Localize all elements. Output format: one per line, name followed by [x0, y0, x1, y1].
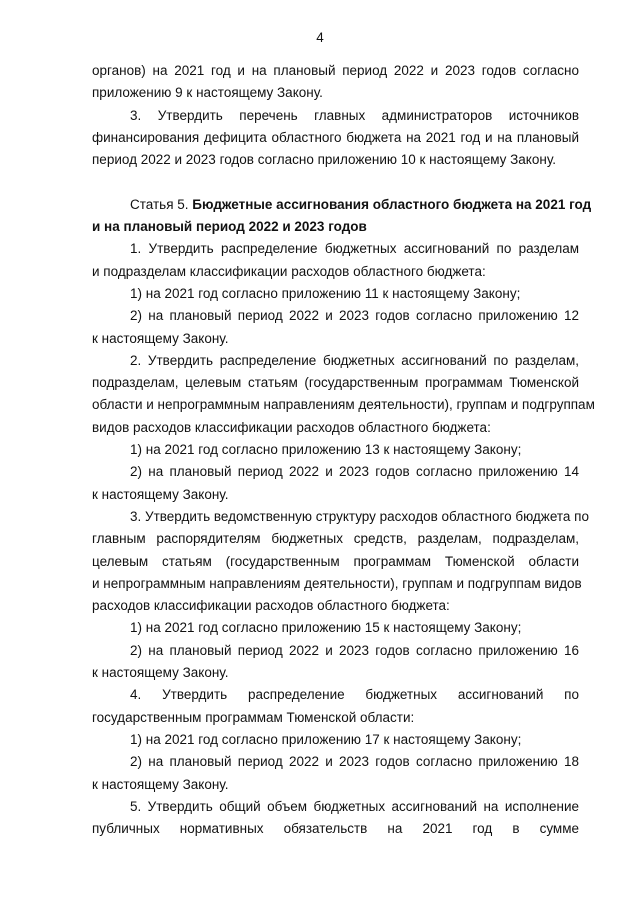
text-line: 3. Утвердить ведомственную структуру расходов областного бюджета по	[130, 508, 589, 524]
text-line: государственным программам Тюменской области:	[92, 709, 415, 725]
text-line: 5. Утвердить общий объем бюджетных ассигнований на исполнение	[130, 798, 579, 814]
text-line: области и непрограммным направлениям деятельности), группам и подгруппам	[92, 397, 595, 413]
text-line: к настоящему Закону.	[92, 776, 229, 792]
text-line: и подразделам классификации расходов областного бюджета:	[92, 263, 486, 279]
text-line: подразделам, целевым статьям (государственным программам Тюменской	[92, 375, 579, 391]
text-line: 1) на 2021 год согласно приложению 13 к настоящему Закону;	[130, 442, 522, 458]
text-line: главным распорядителям бюджетных средств, разделам, подразделам,	[92, 531, 579, 547]
article-title: Бюджетные ассигнования областного бюджета на 2021 год	[192, 196, 592, 212]
text-line: расходов классификации расходов областного бюджета:	[92, 598, 450, 614]
text-line: приложению 9 к настоящему Закону.	[92, 85, 323, 101]
paragraph-gap	[92, 171, 579, 193]
article-number: Статья 5.	[130, 196, 193, 212]
text-line: к настоящему Закону.	[92, 330, 229, 346]
page-number: 4	[316, 30, 324, 45]
text-line: 2) на плановый период 2022 и 2023 годов согласно приложению 18	[130, 754, 579, 770]
text-line: период 2022 и 2023 годов согласно приложению 10 к настоящему Закону.	[92, 152, 556, 168]
article-title-line: и на плановый период 2022 и 2023 годов	[92, 219, 367, 235]
text-line: видов расходов классификации расходов областного бюджета:	[92, 419, 491, 435]
text-line: 2) на плановый период 2022 и 2023 годов согласно приложению 14	[130, 464, 579, 480]
text-line: 2) на плановый период 2022 и 2023 годов согласно приложению 16	[130, 642, 579, 658]
text-line: 1) на 2021 год согласно приложению 15 к настоящему Закону;	[130, 620, 522, 636]
text-line: финансирования дефицита областного бюджета на 2021 год и на плановый	[92, 129, 579, 145]
text-line: 4. Утвердить распределение бюджетных ассигнований по	[130, 687, 579, 703]
text-line: к настоящему Закону.	[92, 486, 229, 502]
text-line: 1. Утвердить распределение бюджетных ассигнований по разделам	[130, 241, 579, 257]
text-line: целевым статьям (государственным программам Тюменской области	[92, 553, 579, 569]
text-line: органов) на 2021 год и на плановый период 2022 и 2023 годов согласно	[92, 63, 579, 78]
text-line: 1) на 2021 год согласно приложению 17 к настоящему Закону;	[130, 731, 522, 747]
text-line: публичных нормативных обязательств на 2021 год в сумме	[92, 821, 579, 837]
text-line: 1) на 2021 год согласно приложению 11 к настоящему Закону;	[130, 285, 521, 301]
text-line: 2. Утвердить распределение бюджетных ассигнований по разделам,	[130, 352, 579, 368]
article-heading	[92, 194, 592, 216]
text-line: 2) на плановый период 2022 и 2023 годов согласно приложению 12	[130, 308, 579, 324]
document-body	[92, 60, 595, 840]
text-line: и непрограммным направлениям деятельности), группам и подгруппам видов	[92, 575, 582, 591]
text-line: к настоящему Закону.	[92, 665, 229, 681]
text-line: 3. Утвердить перечень главных администраторов источников	[130, 107, 579, 123]
